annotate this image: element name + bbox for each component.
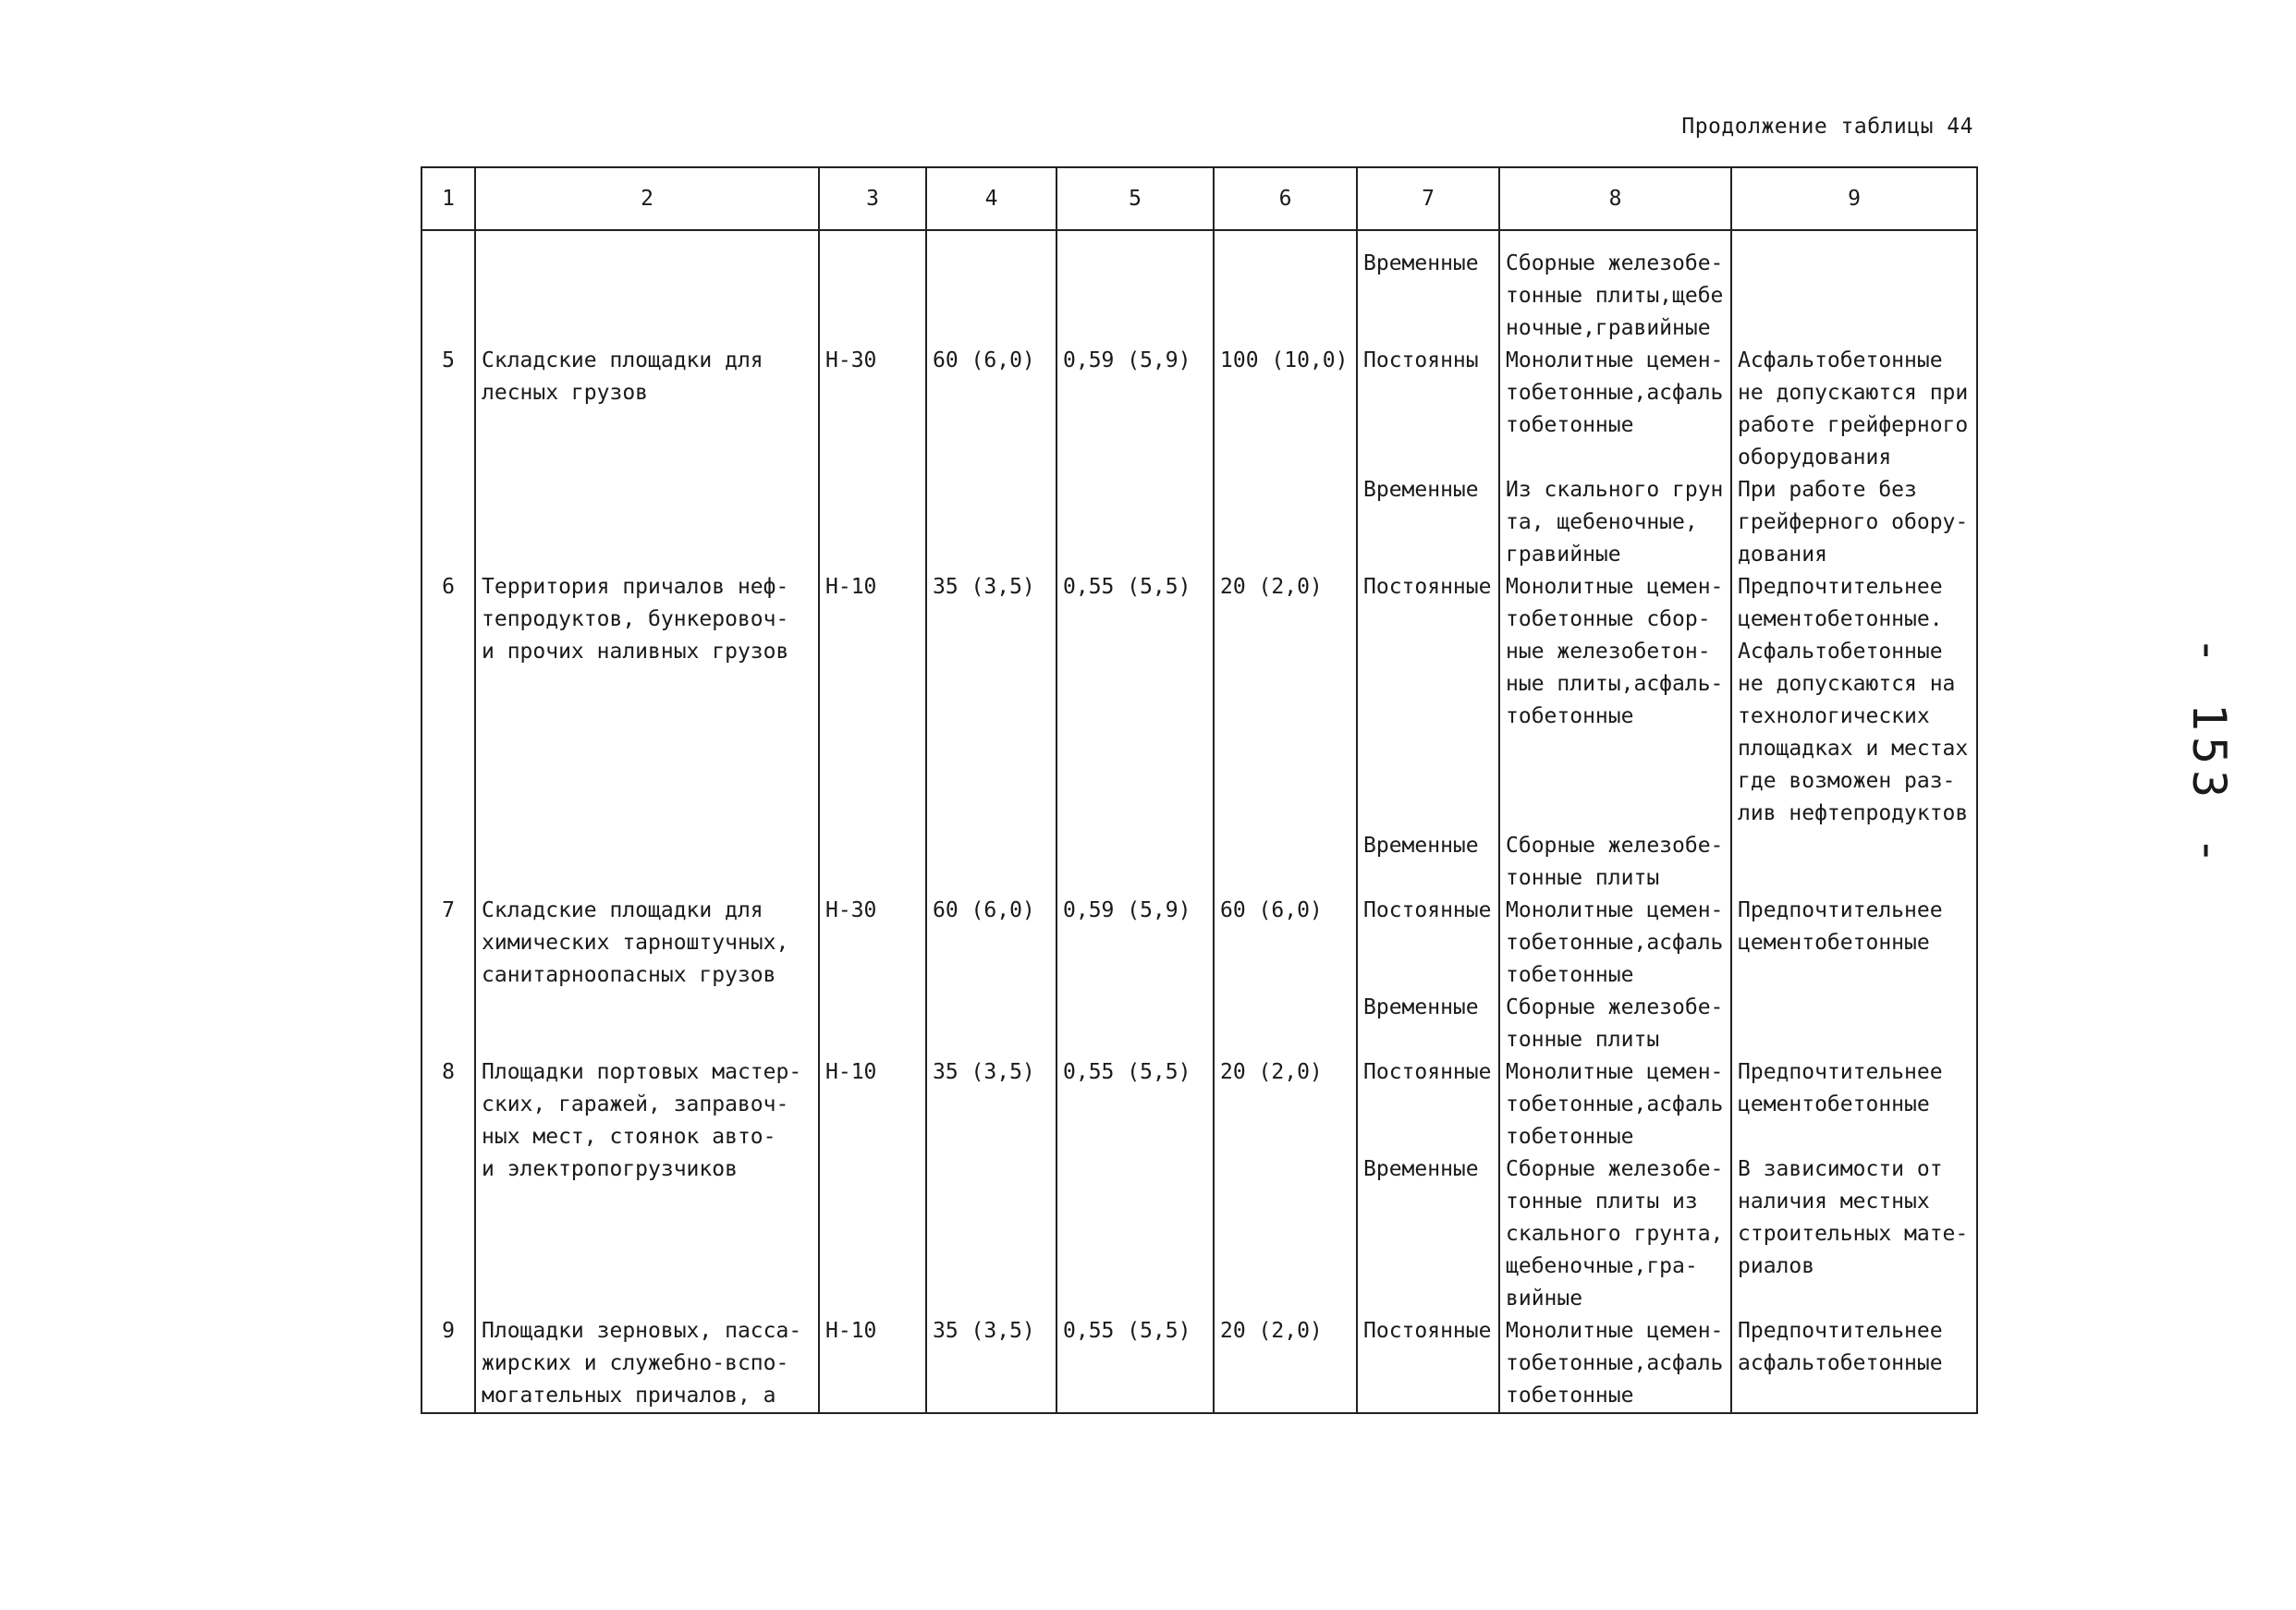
cell-line: жирских и служебно-вспо- xyxy=(482,1351,789,1375)
value-col5-cell: 0,59 (5,9) xyxy=(1056,345,1214,474)
column-header: 9 xyxy=(1731,167,1977,230)
cell-line: та, щебеночные, xyxy=(1506,510,1698,534)
row-number-cell xyxy=(421,230,475,345)
cell-line: Монолитные цемен- xyxy=(1506,575,1724,599)
cell-line: При работе без xyxy=(1738,478,1917,502)
cell-line: работе грейферного xyxy=(1738,413,1969,437)
material-cell xyxy=(1499,474,1731,571)
object-name-cell xyxy=(475,830,819,895)
cell-line: Сборные железобе- xyxy=(1506,251,1724,275)
note-cell xyxy=(1731,230,1977,345)
pavement-type-cell xyxy=(1357,345,1499,474)
row-number-cell xyxy=(421,830,475,895)
value-col4-cell: 35 (3,5) xyxy=(926,1315,1056,1413)
cell-line: тобетонные xyxy=(1506,704,1634,728)
material-cell xyxy=(1499,345,1731,474)
cell-line: Постоянные xyxy=(1363,898,1492,922)
cell-line: Монолитные цемен- xyxy=(1506,1060,1724,1084)
object-name-cell xyxy=(475,571,819,830)
table-row xyxy=(421,895,1977,992)
cell-line: тобетонные,асфаль xyxy=(1506,1351,1724,1375)
cell-line: Складские площадки для xyxy=(482,348,763,372)
material-cell xyxy=(1499,830,1731,895)
load-class-cell xyxy=(819,474,926,571)
value-col5-cell: 0,55 (5,5) xyxy=(1056,571,1214,830)
cell-line: Асфальтобетонные xyxy=(1738,640,1943,664)
cell-line: ные железобетон- xyxy=(1506,640,1711,664)
value-col5-cell xyxy=(1056,830,1214,895)
value-col6-cell: 20 (2,0) xyxy=(1214,1056,1357,1315)
note-cell xyxy=(1731,474,1977,571)
table-row xyxy=(421,1056,1977,1315)
cell-line: Сборные железобе- xyxy=(1506,995,1724,1019)
row-number-cell: 7 xyxy=(421,895,475,992)
value-col4-cell xyxy=(926,830,1056,895)
column-header: 5 xyxy=(1056,167,1214,230)
cell-line: тонные плиты,щебе xyxy=(1506,284,1724,308)
value-col6-cell xyxy=(1214,992,1357,1056)
value-col5-cell: 0,55 (5,5) xyxy=(1056,1315,1214,1413)
cell-line xyxy=(1363,1121,1493,1153)
cell-line: Постоянны xyxy=(1363,348,1479,372)
object-name-cell xyxy=(475,474,819,571)
cell-line: Территория причалов неф- xyxy=(482,575,789,599)
pavement-type-cell xyxy=(1357,474,1499,571)
row-number-cell: 8 xyxy=(421,1056,475,1315)
cell-line: и электропогрузчиков xyxy=(482,1157,738,1181)
cell-line: тонные плиты xyxy=(1506,866,1660,890)
object-name-cell xyxy=(475,1056,819,1315)
cell-line: площадках и местах xyxy=(1738,737,1969,761)
note-cell xyxy=(1731,830,1977,895)
cell-line: тобетонные xyxy=(1506,1384,1634,1408)
cell-line: щебеночные,гра- xyxy=(1506,1254,1698,1278)
note-cell xyxy=(1731,1315,1977,1413)
cell-line: риалов xyxy=(1738,1254,1815,1278)
column-header: 4 xyxy=(926,167,1056,230)
cell-line: химических тарноштучных, xyxy=(482,931,789,955)
value-col4-cell: 35 (3,5) xyxy=(926,1056,1056,1315)
cell-line: Предпочтительнее xyxy=(1738,1319,1943,1343)
note-cell xyxy=(1731,345,1977,474)
table-row xyxy=(421,345,1977,474)
cell-line: В зависимости от xyxy=(1738,1157,1943,1181)
value-col5-cell: 0,59 (5,9) xyxy=(1056,895,1214,992)
cell-line: тонные плиты из xyxy=(1506,1189,1698,1214)
cell-line: санитарноопасных грузов xyxy=(482,963,776,987)
column-header: 1 xyxy=(421,167,475,230)
table-row xyxy=(421,571,1977,830)
material-cell xyxy=(1499,895,1731,992)
cell-line xyxy=(1738,1121,1971,1153)
page-number: - 153 - xyxy=(2182,636,2236,871)
cell-line: Временные xyxy=(1363,1157,1479,1181)
column-header: 8 xyxy=(1499,167,1731,230)
table-row xyxy=(421,230,1977,345)
load-class-cell: Н-10 xyxy=(819,1315,926,1413)
material-cell xyxy=(1499,1056,1731,1315)
cell-line: ные плиты,асфаль- xyxy=(1506,672,1724,696)
cell-line: дования xyxy=(1738,543,1827,567)
value-col5-cell: 0,55 (5,5) xyxy=(1056,1056,1214,1315)
cell-line: и прочих наливных грузов xyxy=(482,640,789,664)
note-cell xyxy=(1731,571,1977,830)
cell-line: гравийные xyxy=(1506,543,1621,567)
value-col4-cell: 60 (6,0) xyxy=(926,345,1056,474)
cell-line: Постоянные xyxy=(1363,1060,1492,1084)
cell-line: могательных причалов, а xyxy=(482,1384,776,1408)
load-class-cell xyxy=(819,992,926,1056)
cell-line: тобетонные,асфаль xyxy=(1506,1092,1724,1116)
load-class-cell: Н-10 xyxy=(819,1056,926,1315)
cell-line: грейферного обору- xyxy=(1738,510,1969,534)
cell-line: тобетонные xyxy=(1506,963,1634,987)
cell-line: Предпочтительнее xyxy=(1738,898,1943,922)
cell-line: оборудования xyxy=(1738,445,1892,470)
cell-line: Монолитные цемен- xyxy=(1506,1319,1724,1343)
table-row xyxy=(421,1315,1977,1413)
table-row xyxy=(421,474,1977,571)
column-header: 2 xyxy=(475,167,819,230)
cell-line: цементобетонные xyxy=(1738,1092,1930,1116)
cell-line: Сборные железобе- xyxy=(1506,1157,1724,1181)
object-name-cell xyxy=(475,345,819,474)
value-col6-cell xyxy=(1214,830,1357,895)
load-class-cell xyxy=(819,230,926,345)
value-col6-cell: 20 (2,0) xyxy=(1214,571,1357,830)
column-header: 7 xyxy=(1357,167,1499,230)
row-number-cell: 5 xyxy=(421,345,475,474)
value-col4-cell xyxy=(926,230,1056,345)
pavement-type-cell xyxy=(1357,1056,1499,1315)
value-col4-cell: 60 (6,0) xyxy=(926,895,1056,992)
table-body xyxy=(421,230,1977,1413)
cell-line: тобетонные сбор- xyxy=(1506,607,1711,631)
object-name-cell xyxy=(475,895,819,992)
cell-line: Временные xyxy=(1363,251,1479,275)
document-table xyxy=(421,166,1978,1414)
pavement-type-cell xyxy=(1357,895,1499,992)
cell-line: не допускаются при xyxy=(1738,381,1969,405)
load-class-cell xyxy=(819,830,926,895)
cell-line: скального грунта, xyxy=(1506,1222,1724,1246)
cell-line: строительных мате- xyxy=(1738,1222,1969,1246)
cell-line: асфальтобетонные xyxy=(1738,1351,1943,1375)
pavement-type-cell xyxy=(1357,1315,1499,1413)
cell-line: ночные,гравийные xyxy=(1506,316,1711,340)
cell-line: Постоянные xyxy=(1363,575,1492,599)
cell-line: Площадки портовых мастер- xyxy=(482,1060,802,1084)
value-col4-cell xyxy=(926,474,1056,571)
material-cell xyxy=(1499,1315,1731,1413)
cell-line: Асфальтобетонные xyxy=(1738,348,1943,372)
object-name-cell xyxy=(475,1315,819,1413)
row-number-cell: 6 xyxy=(421,571,475,830)
table-row xyxy=(421,830,1977,895)
cell-line: Предпочтительнее xyxy=(1738,1060,1943,1084)
cell-line: тобетонные,асфаль xyxy=(1506,381,1724,405)
cell-line: ных мест, стоянок авто- xyxy=(482,1125,776,1149)
material-cell xyxy=(1499,992,1731,1056)
value-col5-cell xyxy=(1056,230,1214,345)
cell-line: Временные xyxy=(1363,834,1479,858)
pavement-type-cell xyxy=(1357,830,1499,895)
pavement-type-cell xyxy=(1357,230,1499,345)
material-cell xyxy=(1499,571,1731,830)
cell-line: Временные xyxy=(1363,478,1479,502)
table-caption: Продолжение таблицы 44 xyxy=(1681,115,1973,139)
row-number-cell xyxy=(421,992,475,1056)
cell-line: Временные xyxy=(1363,995,1479,1019)
column-header: 6 xyxy=(1214,167,1357,230)
cell-line: Предпочтительнее xyxy=(1738,575,1943,599)
value-col6-cell: 100 (10,0) xyxy=(1214,345,1357,474)
cell-line: тобетонные,асфаль xyxy=(1506,931,1724,955)
cell-line: Складские площадки для xyxy=(482,898,763,922)
column-header: 3 xyxy=(819,167,926,230)
load-class-cell: Н-30 xyxy=(819,895,926,992)
cell-line: наличия местных xyxy=(1738,1189,1930,1214)
row-number-cell xyxy=(421,474,475,571)
value-col6-cell xyxy=(1214,474,1357,571)
cell-line: не допускаются на xyxy=(1738,672,1956,696)
note-cell xyxy=(1731,895,1977,992)
cell-line: вийные xyxy=(1506,1287,1583,1311)
cell-line: где возможен раз- xyxy=(1738,769,1956,793)
cell-line: Монолитные цемен- xyxy=(1506,348,1724,372)
note-cell xyxy=(1731,992,1977,1056)
header-row xyxy=(421,167,1977,230)
cell-line: Площадки зерновых, пасса- xyxy=(482,1319,802,1343)
table-row xyxy=(421,992,1977,1056)
cell-line: Из скального грун xyxy=(1506,478,1724,502)
cell-line: тобетонные xyxy=(1506,413,1634,437)
value-col6-cell: 60 (6,0) xyxy=(1214,895,1357,992)
cell-line: тобетонные xyxy=(1506,1125,1634,1149)
cell-line: лесных грузов xyxy=(482,381,649,405)
cell-line: цементобетонные xyxy=(1738,931,1930,955)
pavement-type-cell xyxy=(1357,992,1499,1056)
cell-line: цементобетонные. xyxy=(1738,607,1943,631)
object-name-cell xyxy=(475,992,819,1056)
cell-line: Монолитные цемен- xyxy=(1506,898,1724,922)
value-col5-cell xyxy=(1056,992,1214,1056)
value-col6-cell: 20 (2,0) xyxy=(1214,1315,1357,1413)
load-class-cell: Н-30 xyxy=(819,345,926,474)
note-cell xyxy=(1731,1056,1977,1315)
cell-line: ских, гаражей, заправоч- xyxy=(482,1092,789,1116)
pavement-type-cell xyxy=(1357,571,1499,830)
cell-line: Сборные железобе- xyxy=(1506,834,1724,858)
value-col5-cell xyxy=(1056,474,1214,571)
cell-line: лив нефтепродуктов xyxy=(1738,801,1969,825)
cell-line: Постоянные xyxy=(1363,1319,1492,1343)
cell-line: тепродуктов, бункеровоч- xyxy=(482,607,789,631)
cell-line: технологических xyxy=(1738,704,1930,728)
object-name-cell xyxy=(475,230,819,345)
material-cell xyxy=(1499,230,1731,345)
cell-line xyxy=(1363,1089,1493,1121)
row-number-cell: 9 xyxy=(421,1315,475,1413)
cell-line: тонные плиты xyxy=(1506,1028,1660,1052)
load-class-cell: Н-10 xyxy=(819,571,926,830)
value-col6-cell xyxy=(1214,230,1357,345)
value-col4-cell: 35 (3,5) xyxy=(926,571,1056,830)
value-col4-cell xyxy=(926,992,1056,1056)
